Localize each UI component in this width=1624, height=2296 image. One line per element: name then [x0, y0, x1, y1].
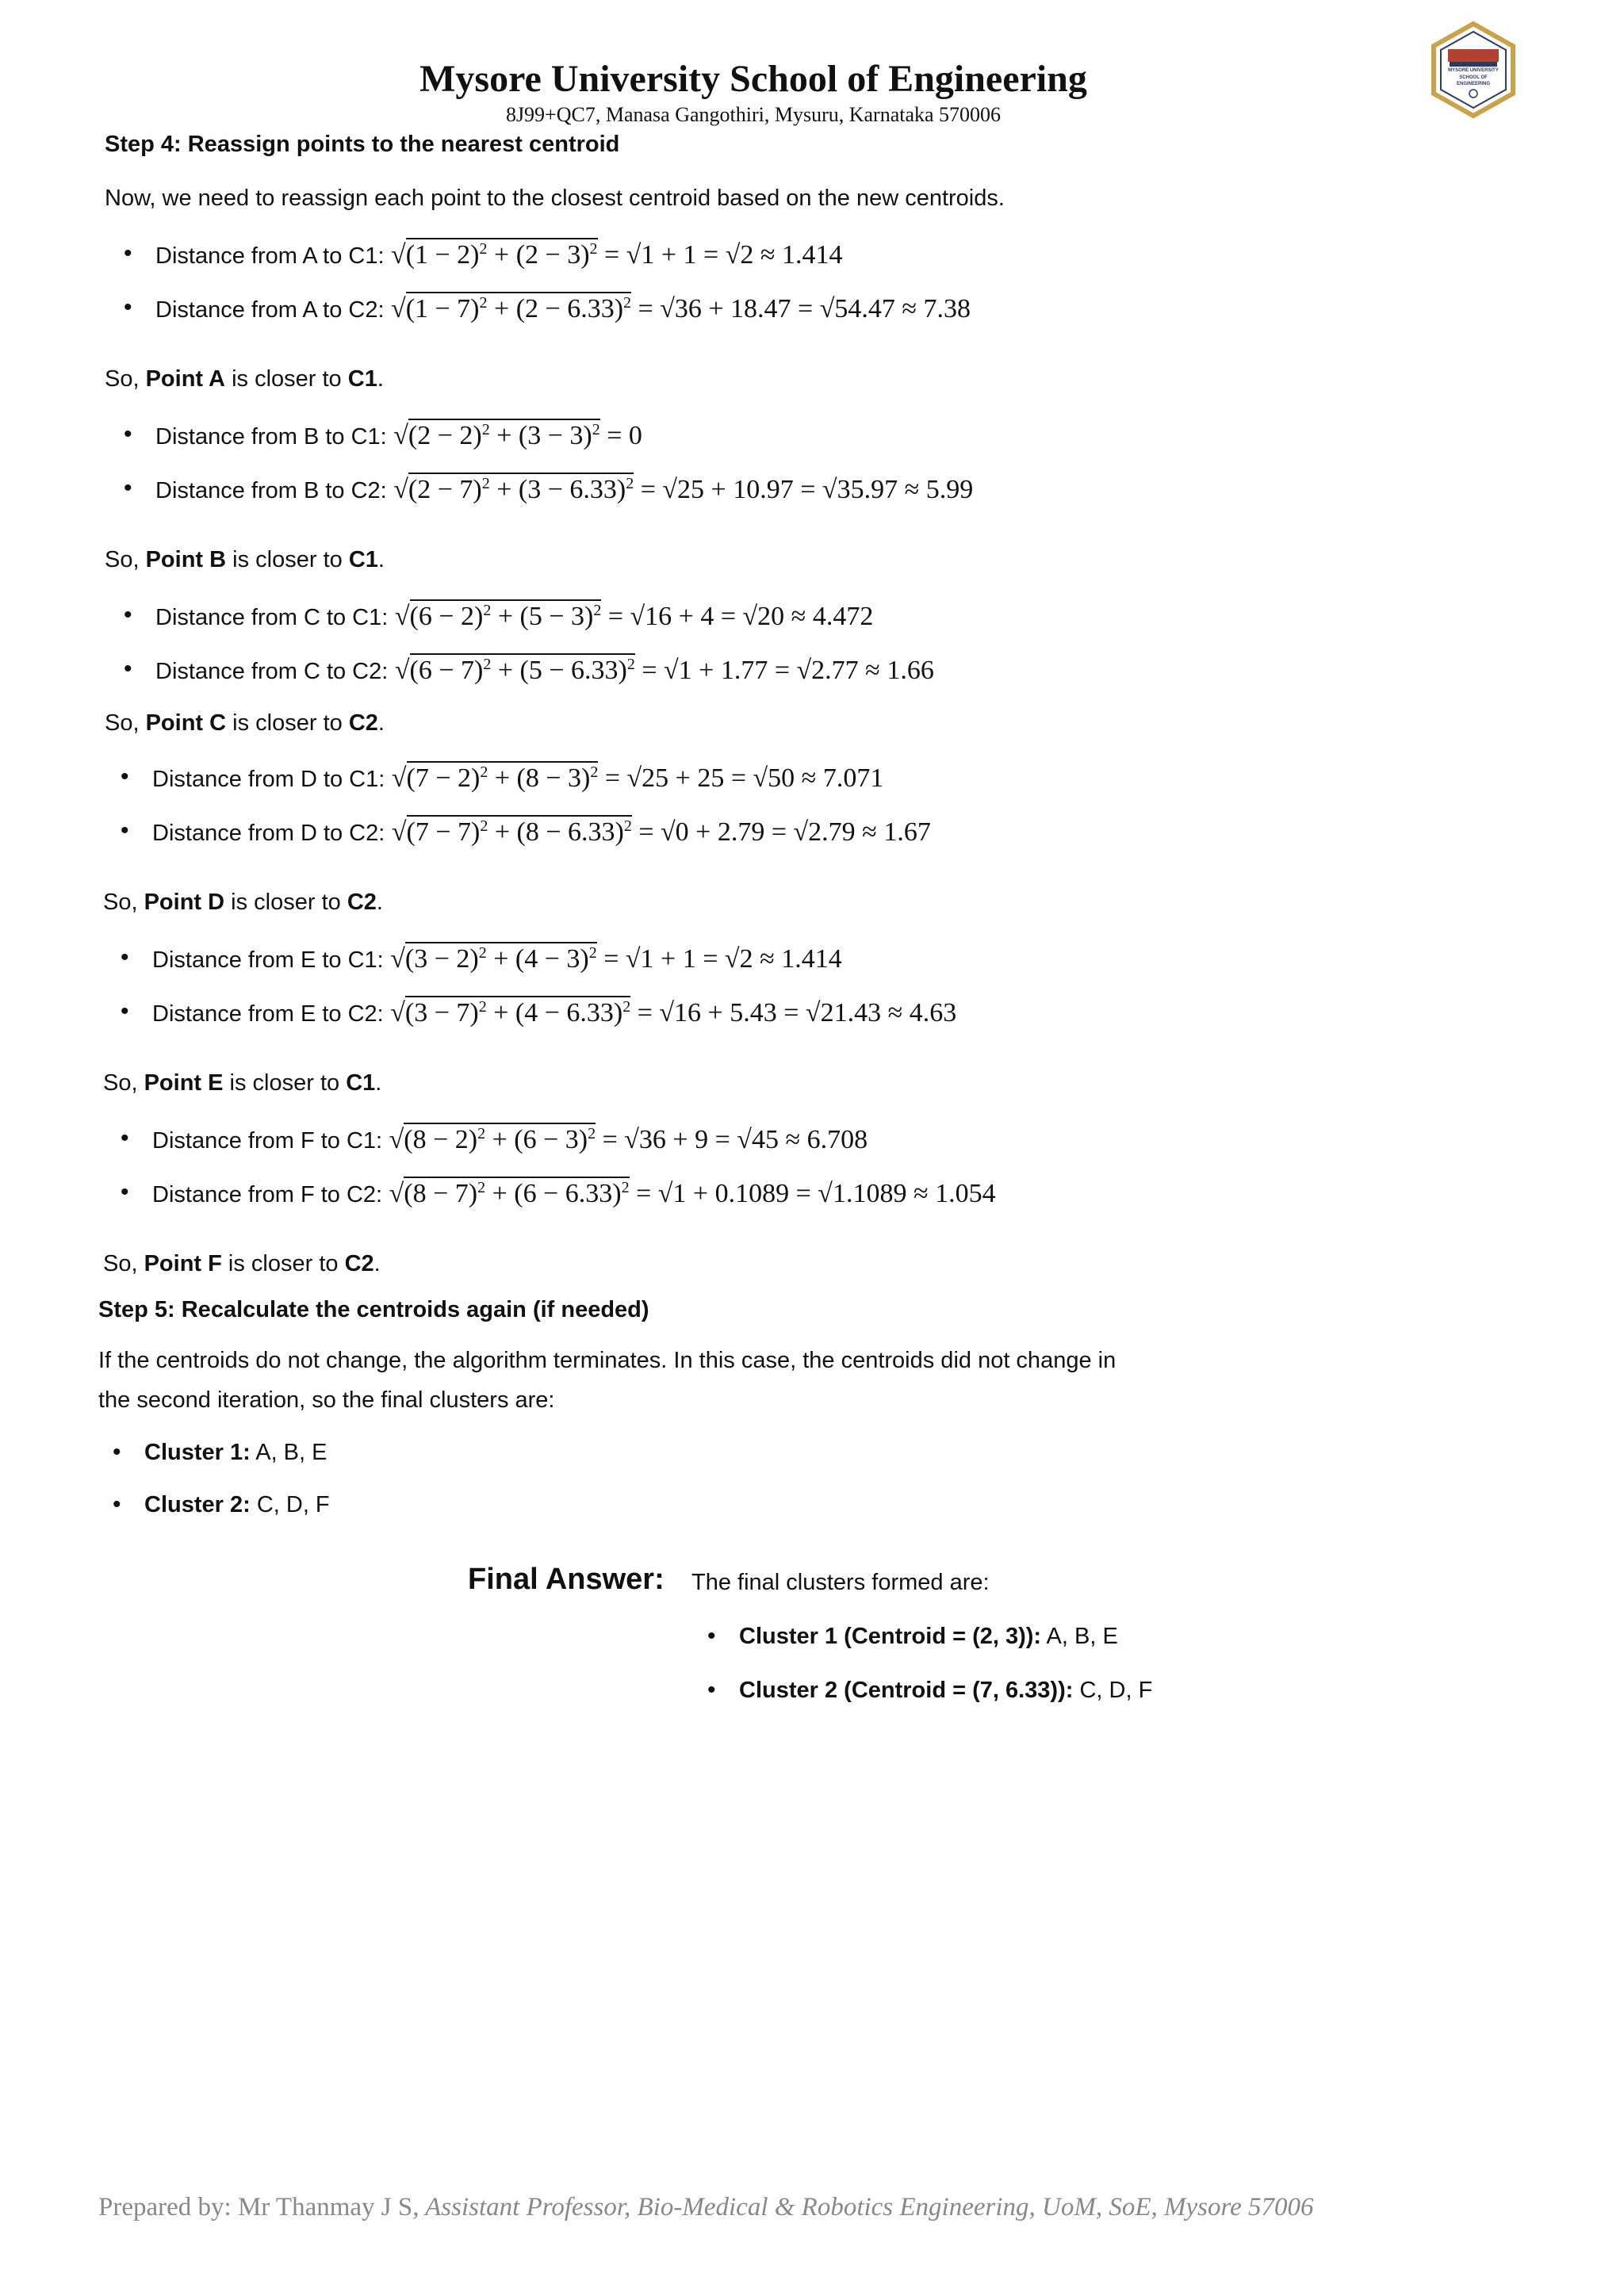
- footer-affiliation: Assistant Professor, Bio-Medical & Robotics Engineering, UoM, SoE, Mysore 57006: [419, 2193, 1314, 2221]
- so-text: So,: [105, 366, 140, 392]
- logo-text-3: ENGINEERING: [1456, 82, 1491, 86]
- institution-title: Mysore University School of Engineering: [419, 58, 1087, 100]
- step5-heading: Step 5: Recalculate the centroids again (if needed): [98, 1297, 649, 1322]
- assignment-statement: [103, 1067, 381, 1099]
- distance-item: [152, 761, 883, 795]
- distance-formula: $√(2 - 7)^2 + (3 - 6.33)^2 = √25 + 10.97 = √35.97 \approx 5.99$: [387, 475, 974, 504]
- distance-item: [155, 238, 843, 272]
- distance-item: [155, 419, 642, 453]
- closer-text: is closer to: [229, 1070, 340, 1096]
- distance-label: Distance from C to C2:: [155, 659, 389, 684]
- distance-label: Distance from A to C1:: [155, 243, 385, 269]
- point-name: Point C: [145, 710, 227, 736]
- step5-paragraph-line2: the second iteration, so the final clusters are:: [98, 1387, 555, 1413]
- distance-label: Distance from B to C2:: [155, 478, 387, 503]
- distance-item: [155, 653, 934, 687]
- period: .: [375, 1070, 382, 1096]
- distance-formula: $√(8 - 7)^2 + (6 - 6.33)^2 = √1 + 0.1089 = √1.1089 \approx 1.054$: [382, 1179, 996, 1208]
- page-header: [0, 55, 1507, 127]
- distance-label: Distance from C to C1:: [155, 605, 389, 630]
- cluster-name: C2: [347, 890, 377, 915]
- distance-item: [155, 473, 973, 507]
- university-logo: [1424, 21, 1522, 119]
- final-cluster-label: Cluster 1 (Centroid = (2, 3)):: [739, 1624, 1042, 1649]
- distance-item: [152, 1177, 996, 1211]
- final-cluster-members: A, B, E: [1041, 1624, 1118, 1649]
- distance-item: [152, 815, 931, 849]
- point-name: Point E: [144, 1070, 224, 1096]
- logo-text-2: SCHOOL OF: [1459, 75, 1488, 80]
- cluster-label: Cluster 2:: [144, 1492, 251, 1517]
- assignment-statement: [105, 707, 385, 739]
- distance-label: Distance from F to C1:: [152, 1128, 383, 1154]
- cluster-name: C2: [348, 710, 378, 736]
- closer-text: is closer to: [228, 1251, 339, 1276]
- so-text: So,: [103, 890, 138, 915]
- final-answer-label: Final Answer:: [468, 1563, 665, 1596]
- final-cluster-item: [739, 1621, 1118, 1652]
- assignment-statement: [105, 544, 385, 576]
- final-cluster-members: C, D, F: [1073, 1678, 1153, 1703]
- closer-text: is closer to: [232, 547, 343, 572]
- cluster-name: C1: [346, 1070, 376, 1096]
- period: .: [376, 890, 383, 915]
- cluster-members: C, D, F: [250, 1492, 330, 1517]
- so-text: So,: [103, 1070, 138, 1096]
- point-name: Point D: [144, 890, 225, 915]
- distance-formula: $√(2 - 2)^2 + (3 - 3)^2 = 0$: [387, 421, 642, 450]
- so-text: So,: [105, 710, 140, 736]
- distance-formula: $√(7 - 7)^2 + (8 - 6.33)^2 = √0 + 2.79 = √2.79 \approx 1.67$: [385, 817, 931, 847]
- closer-text: is closer to: [231, 890, 341, 915]
- so-text: So,: [103, 1251, 138, 1276]
- distance-formula: $√(8 - 2)^2 + (6 - 3)^2 = √36 + 9 = √45 \approx 6.708$: [382, 1125, 868, 1154]
- point-name: Point F: [144, 1251, 222, 1276]
- distance-formula: $√(6 - 7)^2 + (5 - 6.33)^2 = √1 + 1.77 = √2.77 \approx 1.66$: [388, 656, 934, 685]
- step5-cluster-item: [144, 1437, 327, 1468]
- cluster-name: C1: [348, 547, 378, 572]
- period: .: [373, 1251, 381, 1276]
- assignment-statement: [105, 363, 384, 395]
- point-name: Point B: [145, 547, 227, 572]
- distance-label: Distance from A to C2:: [155, 297, 385, 323]
- distance-formula: $√(1 - 2)^2 + (2 - 3)^2 = √1 + 1 = √2 \approx 1.414$: [385, 240, 843, 270]
- distance-label: Distance from D to C2:: [152, 821, 385, 846]
- distance-label: Distance from D to C1:: [152, 767, 385, 792]
- point-name: Point A: [145, 366, 226, 392]
- step4-heading: Step 4: Reassign points to the nearest centroid: [105, 132, 620, 157]
- cluster-name: C1: [347, 366, 377, 392]
- distance-label: Distance from B to C1:: [155, 424, 387, 450]
- institution-address: 8J99+QC7, Manasa Gangothiri, Mysuru, Karnataka 570006: [505, 103, 1002, 126]
- cluster-members: A, B, E: [250, 1440, 327, 1465]
- distance-item: [155, 599, 873, 633]
- step5-cluster-item: [144, 1489, 330, 1521]
- distance-formula: $√(7 - 2)^2 + (8 - 3)^2 = √25 + 25 = √50 \approx 7.071$: [385, 763, 883, 793]
- period: .: [377, 366, 384, 392]
- step4-intro: Now, we need to reassign each point to the closest centroid based on the new centroids.: [105, 186, 1005, 211]
- distance-formula: $√(6 - 2)^2 + (5 - 3)^2 = √16 + 4 = √20 \approx 4.472$: [388, 602, 873, 631]
- logo-text-1: MYSORE UNIVERSITY: [1448, 68, 1499, 73]
- step5-paragraph-line1: If the centroids do not change, the algorithm terminates. In this case, the centroids did not change in: [98, 1348, 1116, 1373]
- page-footer: [98, 2193, 1314, 2222]
- so-text: So,: [105, 547, 140, 572]
- closer-text: is closer to: [232, 710, 343, 736]
- assignment-statement: [103, 1248, 381, 1280]
- distance-formula: $√(1 - 7)^2 + (2 - 6.33)^2 = √36 + 18.47 = √54.47 \approx 7.38$: [385, 294, 971, 323]
- footer-prefix: Prepared by: Mr Thanmay J S,: [98, 2193, 419, 2221]
- distance-formula: $√(3 - 2)^2 + (4 - 3)^2 = √1 + 1 = √2 \approx 1.414$: [384, 944, 842, 974]
- distance-label: Distance from F to C2:: [152, 1182, 383, 1207]
- distance-item: [152, 1123, 868, 1157]
- period: .: [377, 547, 385, 572]
- final-cluster-label: Cluster 2 (Centroid = (7, 6.33)):: [739, 1678, 1074, 1703]
- final-answer-intro: The final clusters formed are:: [691, 1570, 990, 1595]
- distance-item: [155, 292, 971, 326]
- assignment-statement: [103, 886, 383, 918]
- cluster-label: Cluster 1:: [144, 1440, 251, 1465]
- distance-label: Distance from E to C2:: [152, 1001, 384, 1027]
- distance-label: Distance from E to C1:: [152, 947, 384, 973]
- distance-item: [152, 942, 842, 976]
- period: .: [377, 710, 385, 736]
- distance-item: [152, 996, 956, 1030]
- distance-formula: $√(3 - 7)^2 + (4 - 6.33)^2 = √16 + 5.43 = √21.43 \approx 4.63$: [384, 998, 957, 1027]
- closer-text: is closer to: [232, 366, 342, 392]
- cluster-name: C2: [344, 1251, 374, 1276]
- final-cluster-item: [739, 1674, 1152, 1706]
